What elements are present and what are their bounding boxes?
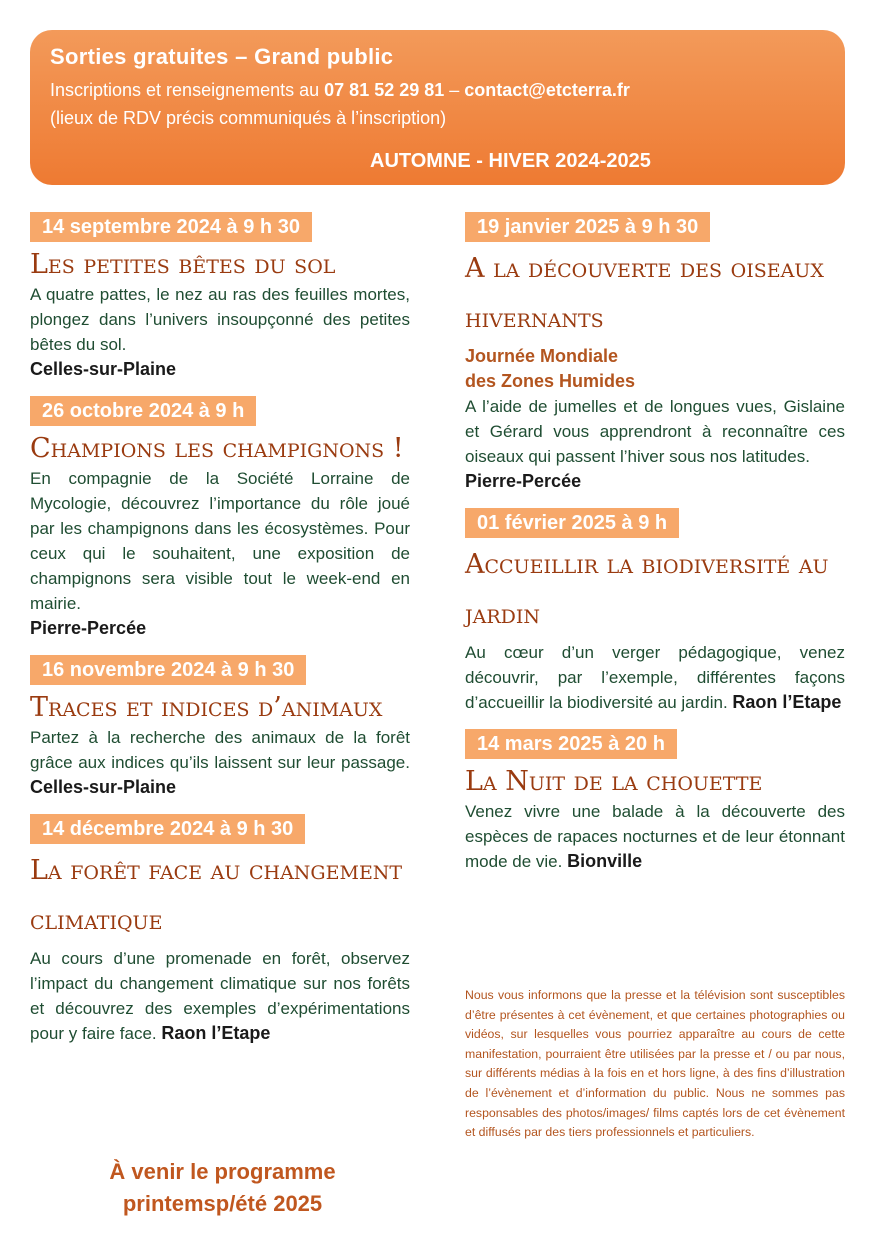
event-block <box>30 814 410 1046</box>
event-title: Traces et indices d’animaux <box>30 692 383 723</box>
event-description-text: Au cours d’une promenade en forêt, observez l’impact du changement climatique sur nos forêts et découvrez des exemples d’expérimentations pour y faire face. <box>30 949 410 1043</box>
event-place: Pierre-Percée <box>465 471 582 491</box>
header-contact-line <box>50 80 630 101</box>
event-description <box>30 946 410 1046</box>
event-date: 01 février 2025 à 9 h <box>465 508 679 538</box>
event-place: Bionville <box>567 851 643 871</box>
event-date: 14 mars 2025 à 20 h <box>465 729 677 759</box>
left-column <box>30 212 410 1060</box>
event-description <box>465 640 845 715</box>
contact-prefix: Inscriptions et renseignements au <box>50 80 325 100</box>
upcoming-line-1: À venir le programme <box>109 1159 336 1184</box>
event-description: En compagnie de la Société Lorraine de Mycologie, découvrez l’importance du rôle joué par les champignons dans les écosystèmes. Pour ceux qui le souhaitent, une exposition de champignons sera visible tout le week-end en mairie. <box>30 469 410 613</box>
header-title: Sorties gratuites – Grand public <box>50 44 394 69</box>
header-banner <box>30 30 845 185</box>
event-place: Pierre-Percée <box>30 618 147 638</box>
event-place: Raon l’Etape <box>161 1023 271 1043</box>
event-date: 19 janvier 2025 à 9 h 30 <box>465 212 710 242</box>
event-block <box>465 729 845 874</box>
event-date: 26 octobre 2024 à 9 h <box>30 396 256 426</box>
event-date: 16 novembre 2024 à 9 h 30 <box>30 655 306 685</box>
event-block <box>30 212 410 382</box>
event-description: A l’aide de jumelles et de longues vues, Gislaine et Gérard vous apprendront à reconnaître ces oiseaux qui passent l’hiver sous nos latitudes. <box>465 397 845 466</box>
event-subtitle: Journée Mondiale <box>465 346 619 366</box>
email-link[interactable]: contact@etcterra.fr <box>464 80 630 100</box>
press-notice: Nous vous informons que la presse et la télévision sont susceptibles d’être présentes à cet évènement, et que certaines photographies ou vidéos, sur lesquelles vous pourriez apparaître au cours de cette manifestation, pourraient être utilisées par la presse et / ou par nous, sur différents médias à la fois en et hors ligne, à des fins d’illustration de l’évènement et d’information du public. Nous ne sommes pas responsables des photos/images/ films captés lors de cet évènement et diffusés par des tiers professionnels et particuliers. <box>465 988 845 1140</box>
event-date: 14 septembre 2024 à 9 h 30 <box>30 212 312 242</box>
event-block <box>30 655 410 800</box>
event-title: La forêt face au changement climatique <box>30 855 403 936</box>
event-description-text: Venez vivre une balade à la découverte des espèces de rapaces nocturnes et de leur étonnant mode de vie. <box>465 802 845 871</box>
event-block <box>465 508 845 715</box>
phone-number[interactable]: 07 81 52 29 81 <box>324 80 445 100</box>
event-title: La Nuit de la chouette <box>465 766 763 797</box>
season-label: AUTOMNE - HIVER 2024-2025 <box>370 150 651 172</box>
contact-separator: – <box>444 80 465 100</box>
event-title: Accueillir la biodiversité au jardin <box>465 549 829 630</box>
event-block <box>465 212 845 494</box>
header-note: (lieux de RDV précis communiqués à l’inscription) <box>50 108 447 128</box>
event-date: 14 décembre 2024 à 9 h 30 <box>30 814 305 844</box>
upcoming-line-2: printemsp/été 2025 <box>122 1191 323 1216</box>
event-title: Champions les champignons ! <box>30 433 404 464</box>
event-description: A quatre pattes, le nez au ras des feuilles mortes, plongez dans l’univers insoupçonné des petites bêtes du sol. <box>30 285 410 354</box>
event-description-text: Au cœur d’un verger pédagogique, venez découvrir, par l’exemple, différentes façons d’accueillir la biodiversité au jardin. <box>465 643 845 712</box>
event-title: Les petites bêtes du sol <box>30 249 336 280</box>
event-block <box>30 396 410 641</box>
event-title: A la découverte des oiseaux hivernants <box>465 253 824 334</box>
event-place: Celles-sur-Plaine <box>30 777 177 797</box>
right-column <box>465 212 845 888</box>
event-subtitle: des Zones Humides <box>465 371 636 391</box>
upcoming-program <box>30 1156 415 1220</box>
event-description-text: Partez à la recherche des animaux de la forêt grâce aux indices qu’ils laissent sur leur passage. <box>30 728 410 772</box>
event-description <box>30 725 410 800</box>
event-place: Celles-sur-Plaine <box>30 359 177 379</box>
event-description <box>465 799 845 874</box>
event-place: Raon l’Etape <box>732 692 842 712</box>
